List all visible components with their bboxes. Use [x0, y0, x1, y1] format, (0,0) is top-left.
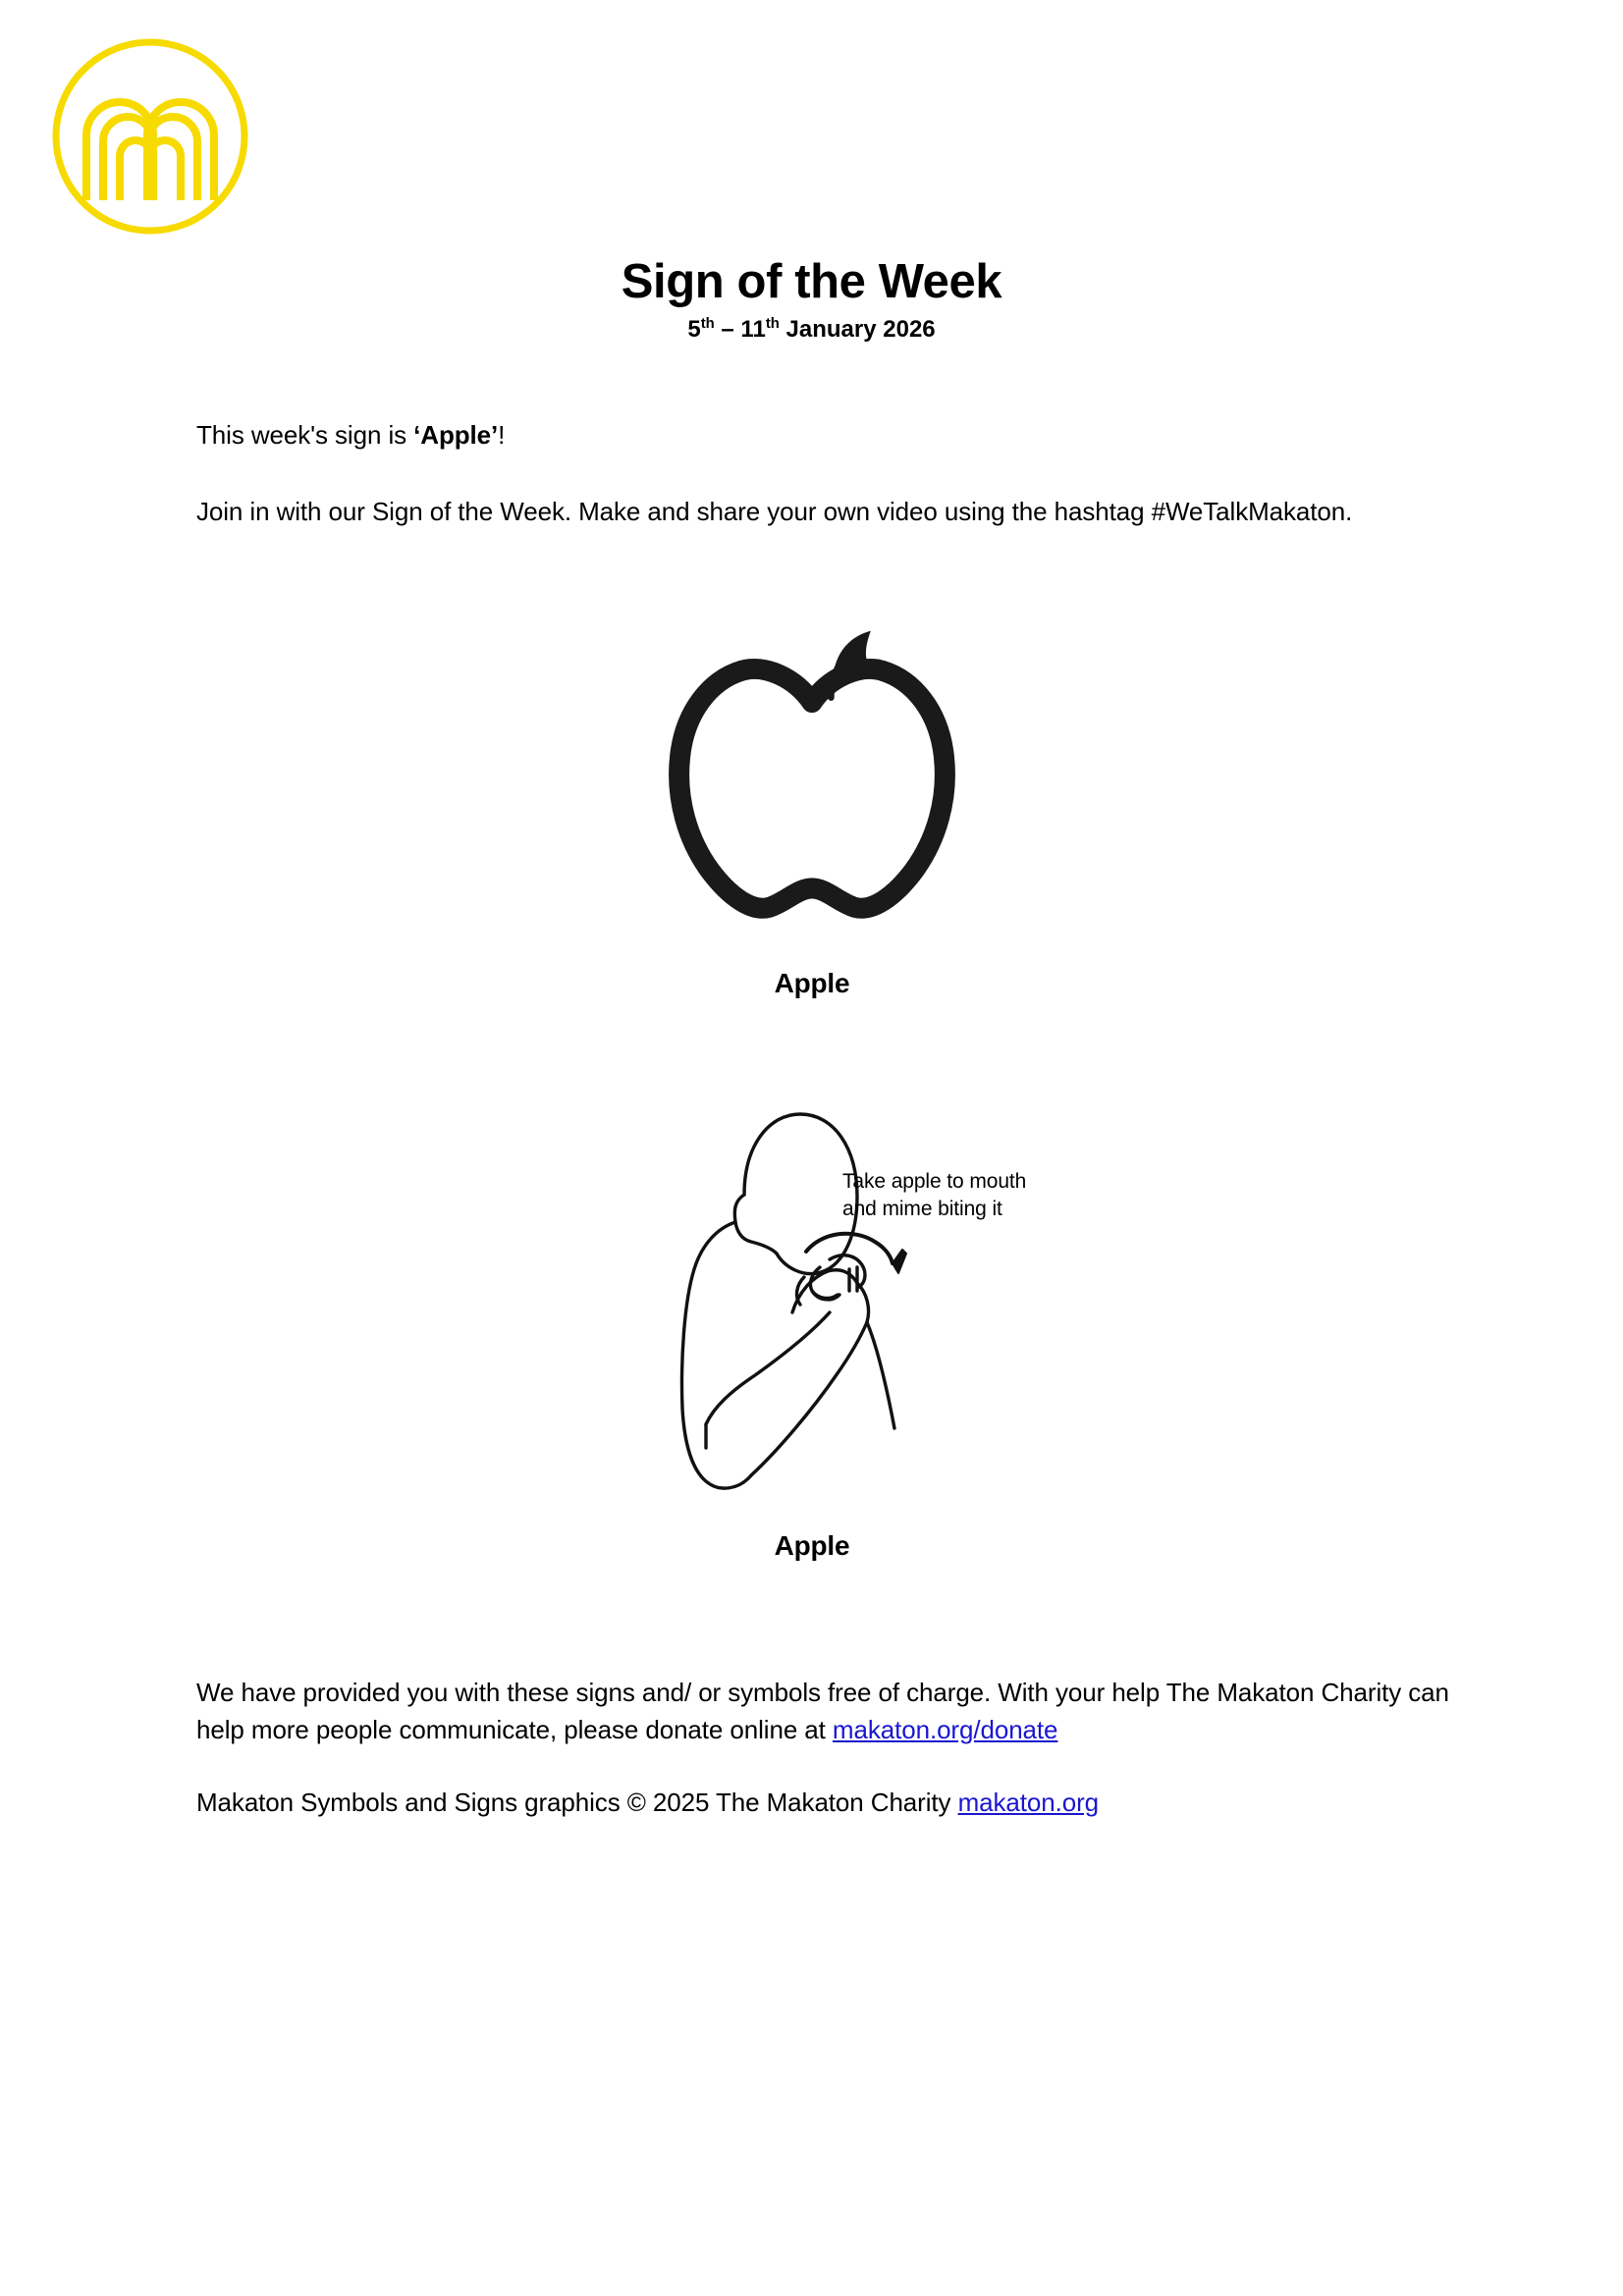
intro-prefix: This week's sign is — [196, 420, 414, 450]
makaton-org-link[interactable]: makaton.org — [957, 1788, 1099, 1817]
date-range — [0, 316, 1623, 344]
makaton-logo — [47, 33, 253, 240]
this-weeks-sign-line — [196, 417, 1434, 454]
date-range-month-year: January 2026 — [779, 316, 936, 344]
donate-paragraph — [196, 1674, 1453, 1748]
copyright-text: Makaton Symbols and Signs graphics © 2025 The Makaton Charity — [196, 1788, 958, 1817]
date-range-separator: – 11 — [714, 316, 766, 344]
symbol-figure — [517, 609, 1107, 999]
intro-suffix: ! — [498, 420, 506, 450]
donate-text: We have provided you with these signs and/ or symbols free of charge. With your help The Makaton Charity can help more people communicate, please donate online at — [196, 1678, 1449, 1744]
sign-caption: Apple — [774, 1530, 850, 1561]
apple-symbol — [650, 609, 974, 942]
footer-block — [196, 1674, 1453, 1821]
join-in-paragraph: Join in with our Sign of the Week. Make and share your own video using the hashtag #WeTalkMakaton. — [196, 497, 1353, 526]
page-title: Sign of the Week — [621, 255, 1002, 308]
sign-note-line-1: Take apple to mouth — [842, 1170, 1027, 1193]
ordinal-suffix-start: th — [700, 316, 715, 333]
document-header — [0, 257, 1623, 344]
copyright-paragraph — [196, 1784, 1453, 1821]
sign-note-line-2: and mime biting it — [842, 1198, 1002, 1220]
ordinal-suffix-end: th — [765, 316, 780, 333]
date-range-day-start: 5 — [687, 316, 701, 344]
sign-instruction-note — [842, 1168, 1108, 1223]
donate-link[interactable]: makaton.org/donate — [832, 1715, 1058, 1744]
symbol-caption: Apple — [774, 968, 850, 998]
intro-block — [196, 417, 1434, 530]
sign-word: ‘Apple’ — [413, 420, 499, 450]
apple-sign-illustration — [675, 1104, 949, 1507]
